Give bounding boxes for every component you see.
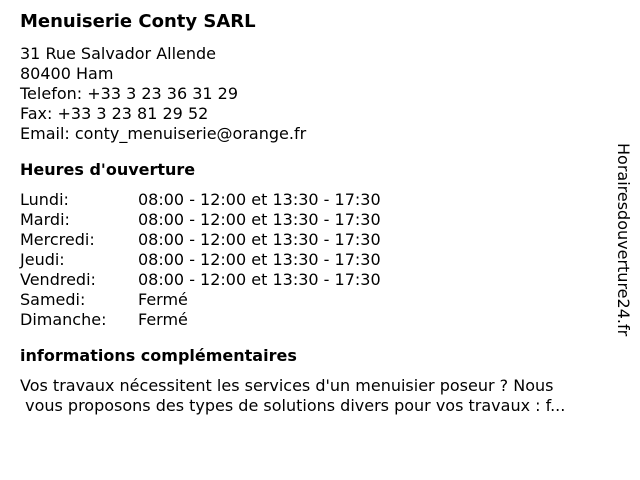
address-block [20, 44, 605, 144]
site-watermark [610, 134, 636, 346]
day-hours: 08:00 - 12:00 et 13:30 - 17:30 [138, 270, 381, 289]
day-label: Mardi: [20, 210, 70, 229]
day-hours: 08:00 - 12:00 et 13:30 - 17:30 [138, 210, 381, 229]
day-label: Dimanche: [20, 310, 107, 329]
opening-hours-heading: Heures d'ouverture [20, 160, 196, 179]
day-hours: 08:00 - 12:00 et 13:30 - 17:30 [138, 190, 381, 209]
phone-number: Telefon: +33 3 23 36 31 29 [20, 84, 239, 103]
hours-row-tuesday [20, 210, 381, 230]
business-card [20, 10, 605, 416]
hours-row-thursday [20, 250, 381, 270]
hours-row-wednesday [20, 230, 381, 250]
hours-row-sunday [20, 310, 381, 330]
day-label: Vendredi: [20, 270, 96, 289]
additional-info-heading: informations complémentaires [20, 346, 297, 365]
day-hours: Fermé [138, 310, 188, 329]
day-hours: 08:00 - 12:00 et 13:30 - 17:30 [138, 250, 381, 269]
day-hours: 08:00 - 12:00 et 13:30 - 17:30 [138, 230, 381, 249]
hours-row-saturday [20, 290, 381, 310]
hours-row-monday [20, 190, 381, 210]
opening-hours-table [20, 190, 381, 330]
hours-row-friday [20, 270, 381, 290]
address-street: 31 Rue Salvador Allende [20, 44, 217, 63]
business-name: Menuiserie Conty SARL [20, 11, 256, 32]
email-address: Email: conty_menuiserie@orange.fr [20, 124, 307, 143]
day-hours: Fermé [138, 290, 188, 309]
day-label: Mercredi: [20, 230, 95, 249]
watermark-text: Horairesdouverture24.fr [614, 143, 633, 337]
address-city: 80400 Ham [20, 64, 114, 83]
day-label: Lundi: [20, 190, 69, 209]
fax-number: Fax: +33 3 23 81 29 52 [20, 104, 209, 123]
day-label: Samedi: [20, 290, 86, 309]
additional-info-text: Vos travaux nécessitent les services d'un menuisier poseur ? Nous vous proposons des types de solutions divers pour vos travaux : f... [20, 376, 566, 415]
day-label: Jeudi: [20, 250, 65, 269]
